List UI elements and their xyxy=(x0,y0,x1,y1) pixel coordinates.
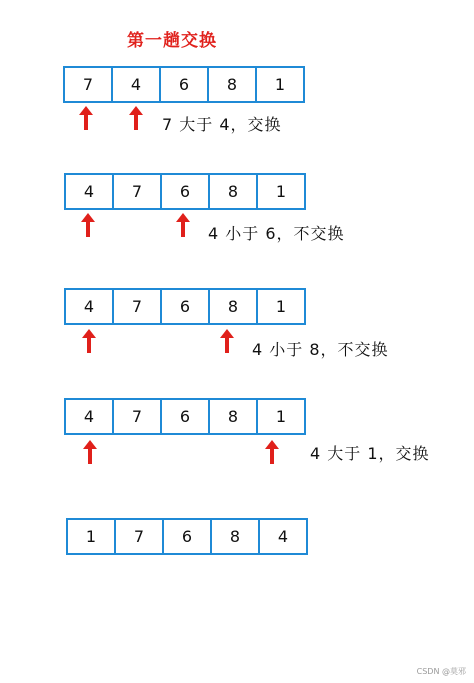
array-cell: 8 xyxy=(210,518,258,555)
pointer-arrow-icon xyxy=(220,329,234,353)
array-cell: 4 xyxy=(258,518,308,555)
array-cell: 6 xyxy=(162,518,210,555)
comparison-note-3: 4 小于 8，不交换 xyxy=(252,340,389,359)
array-cell: 1 xyxy=(256,173,306,210)
array-row-1 xyxy=(63,66,305,101)
array-cell: 7 xyxy=(63,66,111,103)
watermark: CSDN @莫邪 xyxy=(416,667,466,676)
array-cell: 7 xyxy=(114,518,162,555)
array-cell: 8 xyxy=(207,66,255,103)
array-cell: 8 xyxy=(208,398,256,435)
array-cell: 6 xyxy=(160,173,208,210)
array-cell: 8 xyxy=(208,288,256,325)
pointer-arrow-icon xyxy=(176,213,190,237)
array-row-2 xyxy=(64,173,306,208)
array-cell: 1 xyxy=(66,518,114,555)
comparison-note-2: 4 小于 6，不交换 xyxy=(208,224,345,243)
pointer-arrow-icon xyxy=(83,440,97,464)
array-cell: 6 xyxy=(159,66,207,103)
array-cell: 7 xyxy=(112,173,160,210)
pointer-arrow-icon xyxy=(265,440,279,464)
array-cell: 1 xyxy=(256,398,306,435)
array-cell: 8 xyxy=(208,173,256,210)
comparison-note-1: 7 大于 4，交换 xyxy=(162,115,282,134)
array-cell: 4 xyxy=(111,66,159,103)
comparison-note-4: 4 大于 1，交换 xyxy=(310,444,430,463)
array-row-4 xyxy=(64,398,306,433)
pointer-arrow-icon xyxy=(129,106,143,130)
diagram-title: 第一趟交换 xyxy=(127,31,217,51)
pointer-arrow-icon xyxy=(79,106,93,130)
array-cell: 4 xyxy=(64,173,112,210)
array-cell: 7 xyxy=(112,398,160,435)
array-cell: 7 xyxy=(112,288,160,325)
array-row-3 xyxy=(64,288,306,323)
array-cell: 4 xyxy=(64,288,112,325)
array-cell: 1 xyxy=(255,66,305,103)
array-cell: 6 xyxy=(160,288,208,325)
array-cell: 1 xyxy=(256,288,306,325)
array-cell: 4 xyxy=(64,398,112,435)
pointer-arrow-icon xyxy=(82,329,96,353)
array-cell: 6 xyxy=(160,398,208,435)
array-row-result xyxy=(66,518,308,553)
pointer-arrow-icon xyxy=(81,213,95,237)
